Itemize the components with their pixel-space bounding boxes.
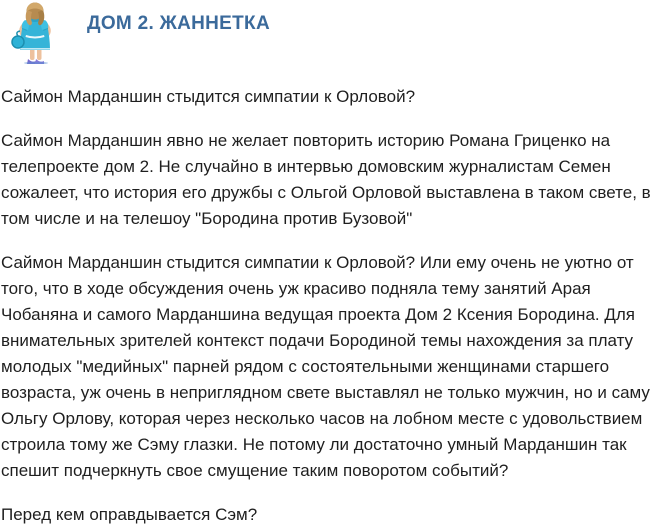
article-paragraph: Саймон Марданшин стыдится симпатии к Орловой? Или ему очень не уютно от того, что в ходе обсуждения очень уж красиво подняла тему занятий Арая Чобаняна и самого Марданшина ведущая проекта Дом 2 Ксения Бородина. Для внимательных зрителей контекст подачи Бородиной темы нахождения за плату молодых "медийных" парней рядом с состоятельными женщинами старшего возраста, уж очень в неприглядном свете выставлял не только мужчин, но и саму Ольгу Орлову, которая через несколько часов на лобном месте с удовольствием строила тому же Сэму глазки. Не потому ли достаточно умный Марданшин так спешит подчеркнуть свое смущение таким поворотом событий? [1,253,650,480]
article-closing-question: Перед кем оправдывается Сэм? [1,505,258,524]
avatar[interactable] [6,2,64,64]
blog-title[interactable]: ДОМ 2. ЖАННЕТКА [87,13,270,34]
article-body [0,84,670,527]
blog-header [0,0,670,64]
article-lead-question: Саймон Марданшин стыдится симпатии к Орловой? [1,87,416,106]
article-paragraph: Саймон Марданшин явно не желает повторить историю Романа Гриценко на телепроекте дом 2. Не случайно в интервью домовским журналистам Семен сожалеет, что история его дружбы с Ольгой Орловой выставлена в таком свете, в том числе и на телешоу "Бородина против Бузовой" [1,131,651,228]
mascot-girl-icon [6,2,64,64]
